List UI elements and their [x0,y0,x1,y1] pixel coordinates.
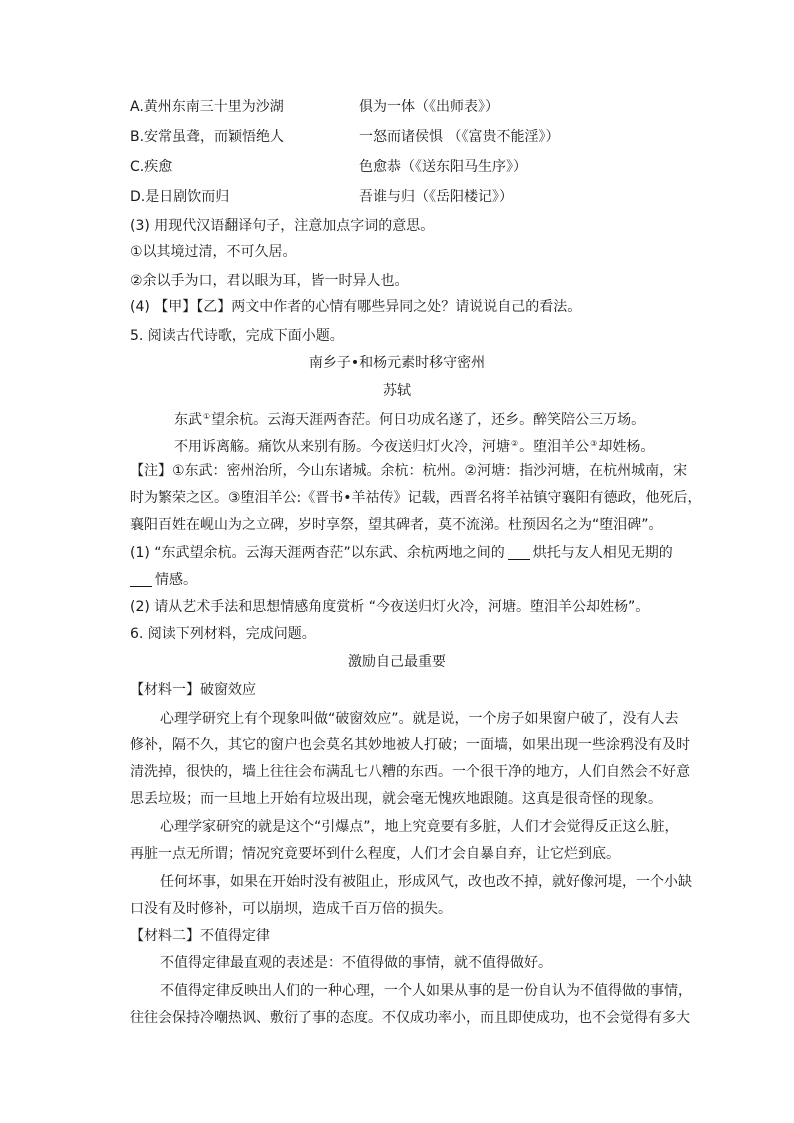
material-1-p1-line: 思丢垃圾；而一旦地上开始有垃圾出现，就会毫无愧疚地跟随。这真是很奇怪的现象。 [130,791,662,807]
poem-line-1-rest: 望余杭。云海天涯两杳茫。何日功成名遂了，还乡。醉笑陪公三万场。 [211,412,646,428]
poem-line-2 [174,434,654,457]
material-1-p1-line: 修补，隔不久，其它的窗户也会莫名其妙地被人打破；一面墙，如果出现一些涂鸦没有及时 [130,737,690,753]
material-1-p2-line: 再脏一点无所谓；情况究竟要坏到什么程度，人们才会自暴自弃，让它烂到底。 [130,846,620,862]
material-1-p2-line: 心理学家研究的就是这个“引爆点”，地上究竟要有多脏，人们才会觉得反正这么脏， [160,819,679,835]
option-b-label: B.安常虽聋，而颖悟绝人 [130,129,285,145]
option-d-label: D.是日剧饮而归 [130,189,230,205]
q5-sub-1-cont [130,570,197,590]
option-c-label: C.疾愈 [130,159,173,175]
option-b-compare: 一怒而诸侯惧 （《富贵不能淫》） [359,129,560,145]
poem-line-2-start: 不用诉离觞。痛饮从来别有肠。今夜送归灯火冷，河塘 [174,439,510,455]
poem-author: 苏轼 [383,383,411,399]
material-2-p1: 不值得定律最直观的表述是：不值得做的事情，就不值得做好。 [160,955,552,971]
material-2-heading: 【材料二】不值得定律 [130,928,270,944]
q5-intro: 5. 阅读古代诗歌，完成下面小题。 [130,328,344,344]
q4-prompt: (4) 【甲】【乙】两文中作者的心情有哪些异同之处？请说说自己的看法。 [130,299,582,315]
q5-sub-1 [130,543,673,563]
option-a-compare: 俱为一体（《出师表》） [359,99,499,115]
option-c-compare: 色愈恭（《送东阳马生序》） [359,159,527,175]
note-mark-1: ① [203,412,211,421]
note-mark-2: ② [511,439,519,448]
article-title: 激励自己最重要 [348,654,446,670]
answer-blank-2[interactable] [130,572,152,587]
q3-prompt: (3) 用现代汉语翻译句子，注意加点字词的意思。 [130,218,435,234]
material-2-p2-line: 往往会保持冷嘲热讽、敷衍了事的态度。不仅成功率小，而且即使成功，也不会觉得有多大 [130,1010,690,1026]
option-a-label: A.黄州东南三十里为沙湖 [130,99,284,115]
poem-line-1 [174,407,645,430]
q5-sub-1-text-a: (1) “东武望余杭。云海天涯两杳茫”以东武、余杭两地之间的 [130,545,505,561]
q5-sub-1-text-b: 烘托与友人相见无期的 [532,545,673,561]
q3-sentence-2: ②余以手为口，君以眼为耳，皆一时异人也。 [130,273,409,289]
material-1-heading: 【材料一】破窗效应 [130,682,256,698]
note-mark-3: ③ [590,439,598,448]
material-1-p1-line: 清洗掉，很快的，墙上往往会布满乱七八糟的东西。一个很干净的地方，人们自然会不好意 [130,764,690,780]
poem-line-2-end: 却姓杨。 [598,439,655,455]
q5-sub-1-text-c: 情感。 [155,572,197,588]
q6-intro: 6. 阅读下列材料，完成问题。 [130,626,316,642]
q3-sentence-1: ①以其境过清，不可久居。 [130,244,297,260]
answer-blank-1[interactable] [508,545,530,560]
poem-title: 南乡子•和杨元素时移守密州 [308,355,486,371]
q5-sub-2: (2) 请从艺术手法和思想情感角度赏析 “今夜送归灯火冷，河塘。堕泪羊公却姓杨”。 [130,599,650,615]
material-2-p2-line: 不值得定律反映出人们的一种心理，一个人如果从事的是一份自认为不值得做的事情， [160,983,692,999]
poem-line-2-mid: 。堕泪羊公 [519,439,590,455]
poem-note-1: 【注】①东武：密州治所，今山东诸城。余杭：杭州。②河塘：指沙河塘，在杭州城南，宋 [130,463,688,479]
poem-line-1-start: 东武 [174,412,202,428]
material-1-p3-line: 口没有及时修补，可以崩坝，造成千百万倍的损失。 [130,901,452,917]
poem-note-2: 时为繁荣之区。③堕泪羊公:《晋书•羊祜传》记载，西晋名将羊祜镇守襄阳有德政，他死后， [130,490,702,506]
material-1-p3-line: 任何坏事，如果在开始时没有被阻止，形成风气，改也改不掉，就好像河堤，一个小缺 [160,874,692,890]
poem-note-3: 襄阳百姓在岘山为之立碑，岁时享祭，望其碑者，莫不流涕。杜预因名之为“堕泪碑”。 [130,517,663,533]
option-d-compare: 吾谁与归（《岳阳楼记》） [359,189,513,205]
material-1-p1-line: 心理学研究上有个现象叫做“破窗效应”。就是说，一个房子如果窗户破了，没有人去 [160,711,679,727]
